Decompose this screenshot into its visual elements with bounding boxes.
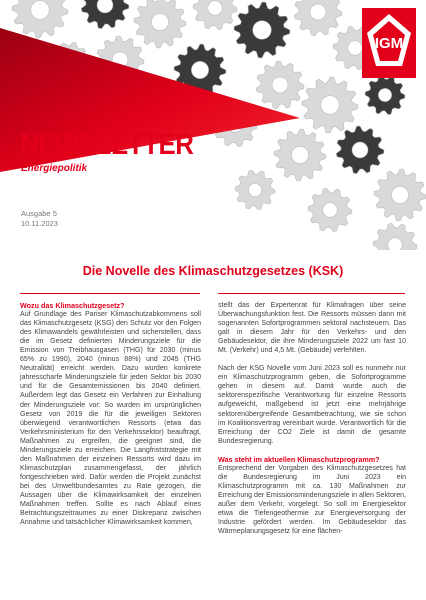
logo-text: IGM xyxy=(374,35,404,52)
gear-hole xyxy=(310,4,326,20)
divider-right xyxy=(218,293,405,294)
gear-hole xyxy=(388,238,403,250)
gear-hole xyxy=(291,146,308,163)
article-column-left xyxy=(20,301,201,527)
paragraph: stellt das der Expertenrat für Klimafragen über seine Überwachungsfunktion fest. Die Ressorts müssen dann mit sogenannten Sofortprogrammen sektoral nachsteuern. Das galt in diesem Jahr für den Verkehrs- und den Gebäudesektor, die ihre Minderungsziele 2022 um fast 10 Mt. (Verkehr) und 4,5 Mt. (Gebäude) verfehlten. xyxy=(218,302,406,355)
divider-left xyxy=(20,293,200,294)
gear-hole xyxy=(352,142,368,158)
gear-hole xyxy=(321,96,339,114)
paragraph: Auf Grundlage des Pariser Klimaschutzabkommens soll das Klimaschutzgesetz (KSG) den Schutz vor den Folgen des Klimawandels gewährleisten und sicherstellen, dass die im Gesetz definierten Minderungsziele für die Emission von Treibhausgasen (THG) für 2030 (minus 65% zu 1990), 2040 (minus 88%) und 2045 (THG Neutralität) erreicht werden. Dazu wurden konkrete jahresscharfe Minderungsziele für jeden Sektor bis 2030 und für die Gesamtemissionen bis 2040 definiert. Außerdem legt das Gesetz ein Verfahren zur Einhaltung der Minderungsziele vor: So wurden im ursprünglichen Gesetz von 2019 die für die jeweiligen Sektoren überwiegend verantwortlichen Ressorts (etwa das Verkehrsministerium für den Verkehrssektor) beauftragt, Maßnahmen zu ergreifen, die geeignet sind, die Minderungsziele zu erreichen. Die Langfriststrategie mit den Maßnahmen der einzelnen Ressorts wird dazu im Klimaschutzplan zusammengefasst, der jährlich fortgeschrieben wird. Dafür werden die Projekt zunächst bei des Umweltbundesamtes zu Rate gezogen, die Aussagen über die Klimawirksamkeit der einzelnen Maßnahmen treffen. Sollte es nach Ablauf eines Betrachtungszeitraumes zu einer Diskrepanz zwischen Annahme und tatsächlicher Klimawirksamkeit kommen, xyxy=(20,311,201,527)
issue-label: Ausgabe 5 xyxy=(21,209,57,218)
section-heading-why: Wozu das Klimaschutzgesetz? xyxy=(20,301,125,310)
gear-hole xyxy=(208,1,223,16)
igm-logo xyxy=(362,8,416,78)
hero-banner xyxy=(0,0,426,250)
gear-hole xyxy=(323,203,338,218)
gear-hole xyxy=(378,88,391,101)
gear-hole xyxy=(391,186,408,203)
issue-info xyxy=(21,209,58,229)
paragraph: Nach der KSG Novelle vom Juni 2023 soll es nunmehr nur ein Klimaschutzprogramm geben, die Sofortprogramme gehen in diesem auf. Damit wurde auch die sektorenspezifische Verantwortung für einzelne Ressorts aufgeweicht, maßgebend ist jetzt eine mehrjährige sektorenübergreifende Gesamtbetrachtung, wie sie schon im Koalitionsvertrag vereinbart wurde. Verantwortlich für die Erreichung der CO2 Ziele ist damit die gesamte Bundesregierung. xyxy=(218,365,406,445)
article-column-right xyxy=(218,301,406,536)
newsletter-title: NEWSLETTER xyxy=(20,128,194,161)
gear-hole xyxy=(191,61,208,78)
newsletter-subtitle: Energiepolitik xyxy=(21,163,88,174)
gear-hole xyxy=(151,13,168,30)
gear-hole xyxy=(348,41,363,56)
bottom-fade xyxy=(0,560,426,600)
gear-hole xyxy=(97,0,113,13)
section-heading-program: Was steht im aktuellen Klimaschutzprogramm? xyxy=(218,454,380,464)
gear-hole xyxy=(272,77,288,93)
paragraph: Entsprechend der Vorgaben des Klimaschutzgesetzes hat die Bundesregierung im Juni 2023 ein Klimaschutzprogramm mit ca. 130 Maßnahmen zur Erreichung der Emissionsminderungsziele in allen Sektoren, außer dem Verkehr, vorgelegt. So soll im Energiesektor etwa die Tiefengeothermie zur Energieversorgung der Industrie gefördert werden. Im Gebäudesektor das Wärmeplanungsgesetz für eine flächen- xyxy=(218,464,407,536)
gear-hole xyxy=(31,1,49,19)
gear-hole xyxy=(253,21,271,39)
issue-date: 10.11.2023 xyxy=(21,219,58,228)
article-title: Die Novelle des Klimaschutzgesetzes (KSK) xyxy=(82,264,344,278)
